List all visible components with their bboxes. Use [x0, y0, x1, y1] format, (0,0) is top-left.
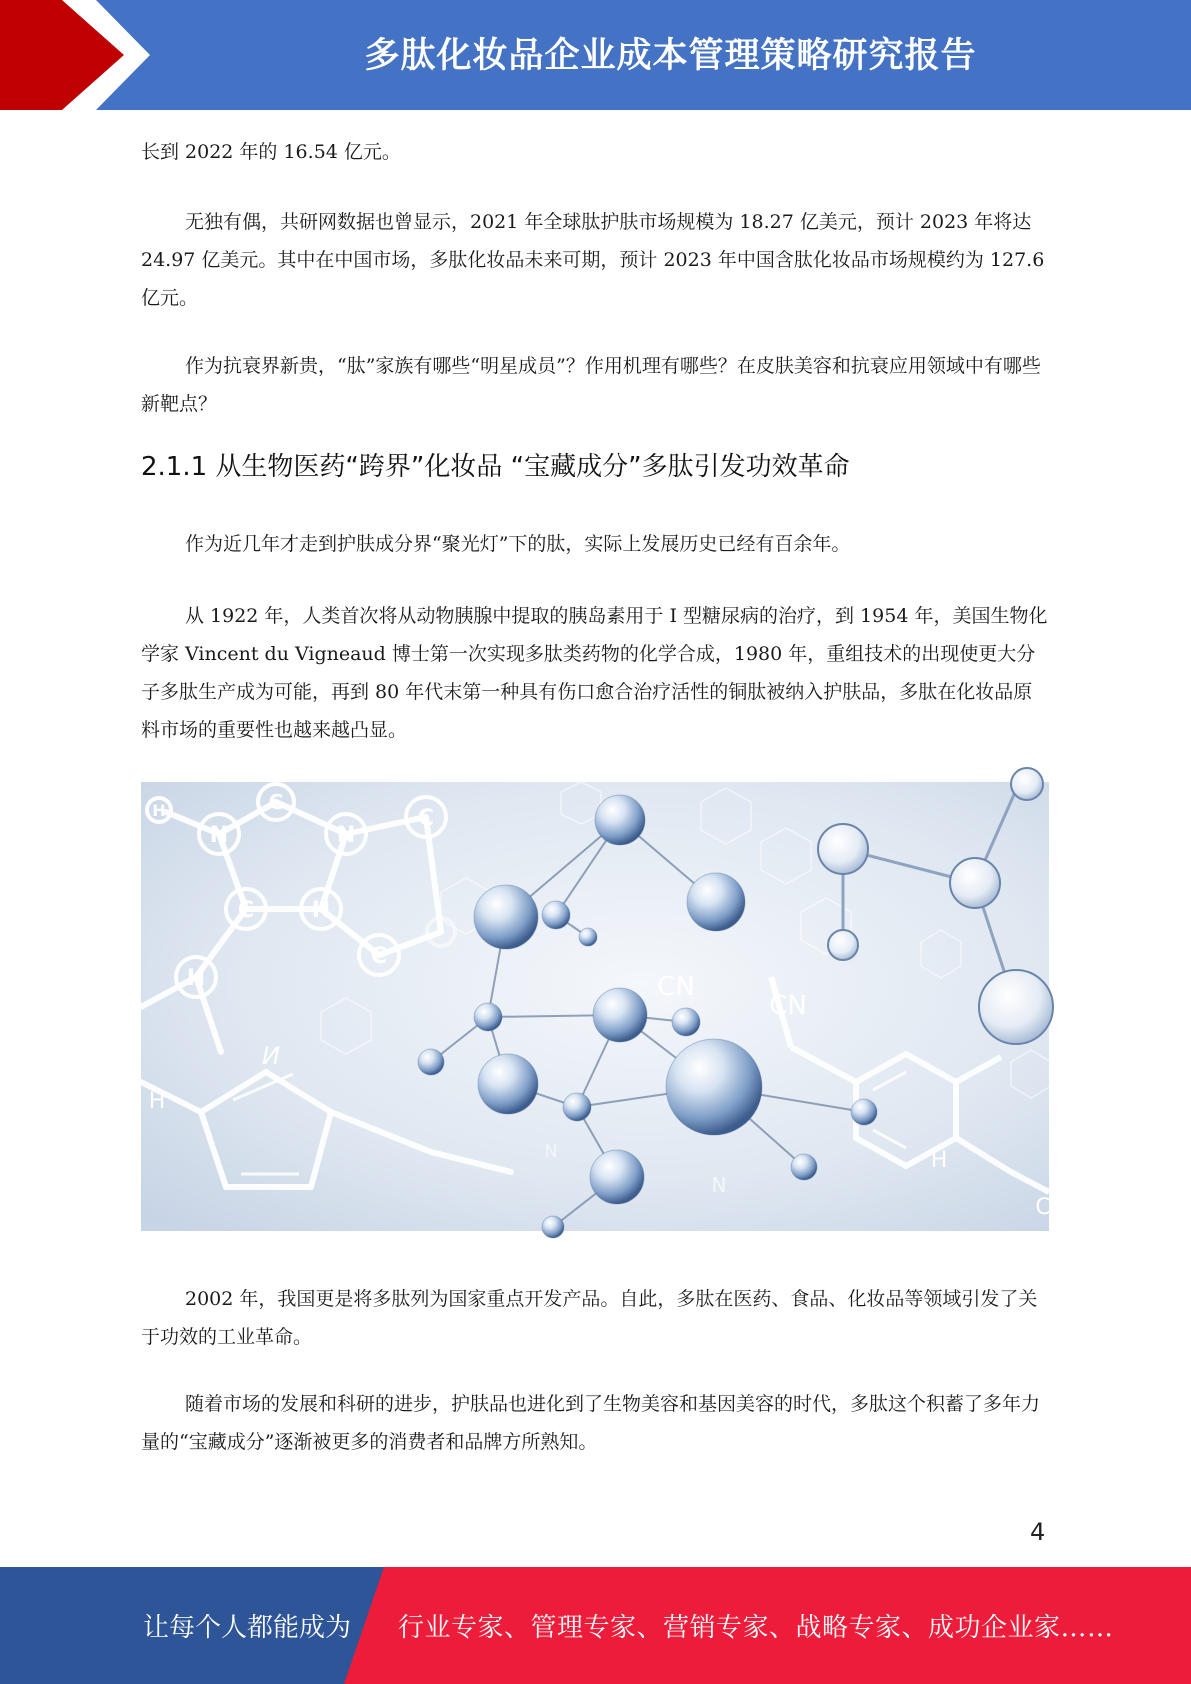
- header-arrow-icon: [0, 0, 160, 110]
- section-paragraph-1: 作为近几年才走到护肤成分界“聚光灯”下的肽，实际上发展历史已经有百余年。: [185, 533, 851, 555]
- footer-slogan-left: 让每个人都能成为: [143, 1613, 352, 1643]
- svg-text:И: И: [262, 1042, 280, 1070]
- svg-text:H: H: [152, 801, 166, 820]
- svg-text:N: N: [544, 1141, 558, 1162]
- section-heading: 2.1.1 从生物医药“跨界”化妆品 “宝藏成分”多肽引发功效革命: [141, 452, 850, 482]
- svg-text:H: H: [186, 966, 206, 991]
- svg-text:N: N: [711, 1173, 727, 1197]
- svg-text:N: N: [336, 823, 356, 848]
- page-footer: [0, 1567, 1191, 1684]
- svg-text:N: N: [209, 823, 229, 848]
- paragraph-3: 作为抗衰界新贵，“肽”家族有哪些“明星成员”？作用机理有哪些？在皮肤美容和抗衰应用领域中有哪些新靶点？: [141, 355, 1041, 415]
- section-paragraph-4: 随着市场的发展和科研的进步，护肤品也进化到了生物美容和基因美容的时代，多肽这个积蓄了多年力量的“宝藏成分”逐渐被更多的消费者和品牌方所熟知。: [141, 1393, 1041, 1453]
- svg-text:C: C: [1035, 1195, 1051, 1220]
- page-header: [0, 0, 1191, 110]
- report-title: 多肽化妆品企业成本管理策略研究报告: [364, 36, 977, 76]
- paragraph-1: 长到 2022 年的 16.54 亿元。: [141, 141, 401, 163]
- svg-text:C: C: [370, 944, 388, 969]
- footer-slogan-right: 行业专家、管理专家、营销专家、战略专家、成功企业家……: [398, 1613, 1114, 1643]
- svg-text:CN: CN: [657, 972, 695, 1002]
- svg-text:H: H: [311, 898, 331, 923]
- section-paragraph-3: 2002 年，我国更是将多肽列为国家重点开发产品。自此，多肽在医药、食品、化妆品等领域引发了关于功效的工业革命。: [141, 1288, 1038, 1348]
- page-number: 4: [1030, 1518, 1046, 1546]
- svg-text:CN: CN: [769, 991, 807, 1021]
- svg-text:H: H: [930, 1148, 948, 1173]
- paragraph-2: 无独有偶，共研网数据也曾显示，2021 年全球肽护肤市场规模为 18.27 亿美元，预计 2023 年将达 24.97 亿美元。其中在中国市场，多肽化妆品未来可期，预计 2023 年中国含肽化妆品市场规模约为 127.6 亿元。: [141, 211, 1045, 309]
- svg-text:H: H: [148, 1089, 166, 1114]
- svg-text:C: C: [417, 806, 435, 831]
- molecule-illustration: [141, 782, 1049, 1231]
- section-paragraph-2: 从 1922 年，人类首次将从动物胰腺中提取的胰岛素用于 I 型糖尿病的治疗，到 1954 年，美国生物化学家 Vincent du Vigneaud 博士第一次实现多肽类药物的化学合成，1980 年，重组技术的出现使更大分子多肽生产成为可能，再到 80 年代末第一种具有伤口愈合治疗活性的铜肽被纳入护肤品，多肽在化妆品原料市场的重要性也越来越凸显。: [141, 605, 1048, 741]
- svg-text:C: C: [237, 898, 255, 923]
- svg-text:C: C: [268, 790, 284, 814]
